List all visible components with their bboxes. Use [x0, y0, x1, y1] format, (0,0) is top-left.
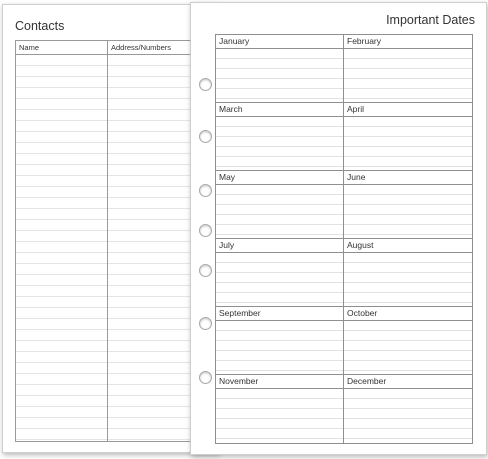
- ruled-lines: [344, 185, 472, 238]
- contacts-table-header: [16, 41, 204, 55]
- month-label: November: [216, 375, 343, 389]
- important-dates-page: [190, 2, 487, 455]
- month-cell-february: [344, 35, 472, 103]
- month-cell-january: [216, 35, 344, 103]
- month-cell-april: [344, 103, 472, 171]
- binder-hole: [199, 184, 212, 197]
- ruled-lines: [216, 253, 343, 306]
- months-grid: [215, 34, 473, 444]
- binder-hole: [199, 224, 212, 237]
- month-label: October: [344, 307, 472, 321]
- ruled-lines: [216, 185, 343, 238]
- ruled-lines: [216, 321, 343, 374]
- month-cell-september: [216, 307, 344, 375]
- month-cell-december: [344, 375, 472, 443]
- month-cell-july: [216, 239, 344, 307]
- month-label: December: [344, 375, 472, 389]
- month-cell-october: [344, 307, 472, 375]
- ruled-lines: [344, 49, 472, 102]
- month-label: July: [216, 239, 343, 253]
- month-label: May: [216, 171, 343, 185]
- month-label: January: [216, 35, 343, 49]
- month-label: September: [216, 307, 343, 321]
- ruled-lines: [216, 49, 343, 102]
- binder-hole: [199, 264, 212, 277]
- contacts-table: [15, 40, 205, 442]
- binder-hole: [199, 130, 212, 143]
- ruled-lines: [344, 321, 472, 374]
- month-cell-march: [216, 103, 344, 171]
- contacts-title: Contacts: [15, 19, 65, 33]
- column-header-address: Address/Numbers: [111, 43, 172, 52]
- binder-hole: [199, 78, 212, 91]
- contacts-ruled-lines: [16, 55, 204, 441]
- ruled-lines: [344, 389, 472, 443]
- month-label: February: [344, 35, 472, 49]
- month-label: August: [344, 239, 472, 253]
- month-cell-may: [216, 171, 344, 239]
- ruled-lines: [344, 253, 472, 306]
- month-cell-november: [216, 375, 344, 443]
- binder-hole: [199, 317, 212, 330]
- column-header-name: Name: [19, 43, 40, 52]
- month-label: March: [216, 103, 343, 117]
- month-cell-august: [344, 239, 472, 307]
- contacts-page: [2, 4, 219, 453]
- important-dates-title: Important Dates: [386, 13, 475, 27]
- month-label: June: [344, 171, 472, 185]
- month-label: April: [344, 103, 472, 117]
- ruled-lines: [344, 117, 472, 170]
- month-cell-june: [344, 171, 472, 239]
- contacts-column-divider: [107, 41, 108, 441]
- binder-hole: [199, 371, 212, 384]
- ruled-lines: [216, 389, 343, 443]
- ruled-lines: [216, 117, 343, 170]
